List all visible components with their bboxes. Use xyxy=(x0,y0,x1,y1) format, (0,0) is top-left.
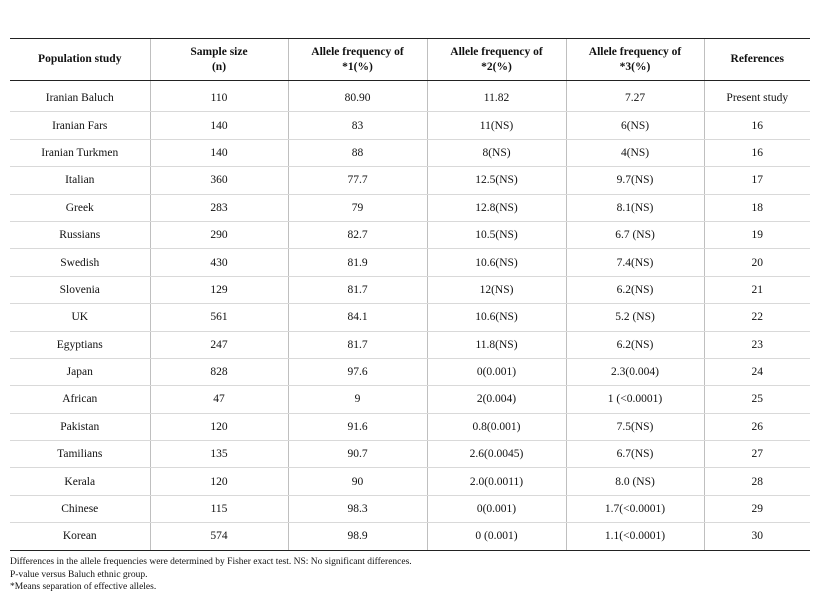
cell-allele-2: 10.6(NS) xyxy=(427,304,566,331)
cell-population: Korean xyxy=(10,523,150,550)
cell-allele-3: 6.7(NS) xyxy=(566,441,704,468)
cell-allele-3: 1.7(<0.0001) xyxy=(566,495,704,522)
cell-reference: 18 xyxy=(704,194,810,221)
cell-reference: 30 xyxy=(704,523,810,550)
cell-population: UK xyxy=(10,304,150,331)
cell-allele-2: 12.8(NS) xyxy=(427,194,566,221)
cell-sample-size: 360 xyxy=(150,167,288,194)
cell-allele-2: 2.0(0.0011) xyxy=(427,468,566,495)
cell-sample-size: 140 xyxy=(150,112,288,139)
cell-allele-3: 6.2(NS) xyxy=(566,276,704,303)
cell-allele-1: 91.6 xyxy=(288,413,427,440)
cell-population: Italian xyxy=(10,167,150,194)
cell-reference: 26 xyxy=(704,413,810,440)
table-row xyxy=(10,331,810,358)
table-row xyxy=(10,523,810,550)
cell-allele-3: 1 (<0.0001) xyxy=(566,386,704,413)
cell-reference: 19 xyxy=(704,221,810,248)
cell-allele-2: 11.82 xyxy=(427,85,566,112)
table-footnotes xyxy=(10,556,412,594)
header-allele-2: Allele frequency of *2(%) xyxy=(427,39,566,81)
table-row xyxy=(10,441,810,468)
cell-population: African xyxy=(10,386,150,413)
cell-allele-1: 88 xyxy=(288,139,427,166)
cell-population: Greek xyxy=(10,194,150,221)
cell-allele-1: 98.9 xyxy=(288,523,427,550)
cell-allele-3: 2.3(0.004) xyxy=(566,358,704,385)
cell-sample-size: 247 xyxy=(150,331,288,358)
cell-allele-2: 2.6(0.0045) xyxy=(427,441,566,468)
cell-sample-size: 129 xyxy=(150,276,288,303)
table-row xyxy=(10,413,810,440)
cell-reference: 17 xyxy=(704,167,810,194)
cell-allele-1: 80.90 xyxy=(288,85,427,112)
cell-population: Iranian Fars xyxy=(10,112,150,139)
table-row xyxy=(10,495,810,522)
cell-allele-3: 9.7(NS) xyxy=(566,167,704,194)
table-body xyxy=(10,81,810,551)
cell-reference: 27 xyxy=(704,441,810,468)
cell-allele-1: 79 xyxy=(288,194,427,221)
cell-allele-1: 9 xyxy=(288,386,427,413)
table-row xyxy=(10,221,810,248)
cell-reference: 23 xyxy=(704,331,810,358)
table-row xyxy=(10,468,810,495)
cell-allele-2: 8(NS) xyxy=(427,139,566,166)
cell-sample-size: 135 xyxy=(150,441,288,468)
cell-allele-1: 84.1 xyxy=(288,304,427,331)
cell-sample-size: 561 xyxy=(150,304,288,331)
cell-population: Kerala xyxy=(10,468,150,495)
cell-allele-1: 77.7 xyxy=(288,167,427,194)
cell-population: Iranian Turkmen xyxy=(10,139,150,166)
table-row xyxy=(10,276,810,303)
cell-allele-2: 0 (0.001) xyxy=(427,523,566,550)
cell-allele-3: 6.7 (NS) xyxy=(566,221,704,248)
cell-population: Swedish xyxy=(10,249,150,276)
cell-reference: 29 xyxy=(704,495,810,522)
cell-sample-size: 574 xyxy=(150,523,288,550)
cell-population: Tamilians xyxy=(10,441,150,468)
header-sample-size: Sample size (n) xyxy=(150,39,288,81)
table-row xyxy=(10,304,810,331)
cell-allele-1: 97.6 xyxy=(288,358,427,385)
cell-reference: 20 xyxy=(704,249,810,276)
cell-allele-2: 12(NS) xyxy=(427,276,566,303)
cell-reference: 16 xyxy=(704,139,810,166)
header-allele-3: Allele frequency of *3(%) xyxy=(566,39,704,81)
cell-allele-2: 10.5(NS) xyxy=(427,221,566,248)
table-container xyxy=(10,38,820,551)
cell-sample-size: 290 xyxy=(150,221,288,248)
cell-population: Chinese xyxy=(10,495,150,522)
cell-reference: 24 xyxy=(704,358,810,385)
cell-sample-size: 115 xyxy=(150,495,288,522)
cell-allele-1: 98.3 xyxy=(288,495,427,522)
cell-allele-3: 8.1(NS) xyxy=(566,194,704,221)
table-row xyxy=(10,167,810,194)
cell-sample-size: 120 xyxy=(150,413,288,440)
cell-reference: Present study xyxy=(704,85,810,112)
cell-allele-2: 0.8(0.001) xyxy=(427,413,566,440)
cell-allele-1: 83 xyxy=(288,112,427,139)
cell-allele-1: 90 xyxy=(288,468,427,495)
cell-allele-3: 8.0 (NS) xyxy=(566,468,704,495)
cell-population: Russians xyxy=(10,221,150,248)
cell-allele-2: 11(NS) xyxy=(427,112,566,139)
table-row xyxy=(10,112,810,139)
table-row xyxy=(10,358,810,385)
table-row xyxy=(10,386,810,413)
cell-allele-1: 81.7 xyxy=(288,331,427,358)
cell-allele-1: 82.7 xyxy=(288,221,427,248)
footnote-p-value: P-value versus Baluch ethnic group. xyxy=(10,569,148,580)
table-row xyxy=(10,249,810,276)
cell-population: Iranian Baluch xyxy=(10,85,150,112)
cell-sample-size: 430 xyxy=(150,249,288,276)
cell-allele-3: 7.4(NS) xyxy=(566,249,704,276)
cell-population: Slovenia xyxy=(10,276,150,303)
cell-reference: 22 xyxy=(704,304,810,331)
header-allele-1: Allele frequency of *1(%) xyxy=(288,39,427,81)
cell-population: Egyptians xyxy=(10,331,150,358)
cell-allele-1: 81.7 xyxy=(288,276,427,303)
cell-reference: 21 xyxy=(704,276,810,303)
cell-reference: 28 xyxy=(704,468,810,495)
cell-allele-2: 11.8(NS) xyxy=(427,331,566,358)
cell-allele-2: 2(0.004) xyxy=(427,386,566,413)
cell-allele-3: 5.2 (NS) xyxy=(566,304,704,331)
cell-reference: 16 xyxy=(704,112,810,139)
cell-sample-size: 120 xyxy=(150,468,288,495)
cell-allele-3: 6(NS) xyxy=(566,112,704,139)
cell-sample-size: 47 xyxy=(150,386,288,413)
cell-allele-2: 12.5(NS) xyxy=(427,167,566,194)
cell-allele-3: 4(NS) xyxy=(566,139,704,166)
header-population-study: Population study xyxy=(10,39,150,81)
cell-allele-1: 81.9 xyxy=(288,249,427,276)
cell-reference: 25 xyxy=(704,386,810,413)
header-references: References xyxy=(704,39,810,81)
cell-allele-2: 10.6(NS) xyxy=(427,249,566,276)
cell-population: Pakistan xyxy=(10,413,150,440)
cell-allele-3: 6.2(NS) xyxy=(566,331,704,358)
cell-allele-3: 7.5(NS) xyxy=(566,413,704,440)
footnote-allele-separation: *Means separation of effective alleles. xyxy=(10,582,157,592)
table-row xyxy=(10,85,810,112)
cell-allele-3: 7.27 xyxy=(566,85,704,112)
table-row xyxy=(10,194,810,221)
cell-sample-size: 828 xyxy=(150,358,288,385)
allele-frequency-table xyxy=(10,38,810,551)
cell-allele-2: 0(0.001) xyxy=(427,358,566,385)
cell-allele-2: 0(0.001) xyxy=(427,495,566,522)
cell-sample-size: 283 xyxy=(150,194,288,221)
table-header-row xyxy=(10,39,810,81)
cell-sample-size: 140 xyxy=(150,139,288,166)
footnote-fisher-test: Differences in the allele frequencies were determined by Fisher exact test. NS: No significant differences. xyxy=(10,557,412,567)
cell-sample-size: 110 xyxy=(150,85,288,112)
table-row xyxy=(10,139,810,166)
cell-allele-3: 1.1(<0.0001) xyxy=(566,523,704,550)
cell-allele-1: 90.7 xyxy=(288,441,427,468)
cell-population: Japan xyxy=(10,358,150,385)
